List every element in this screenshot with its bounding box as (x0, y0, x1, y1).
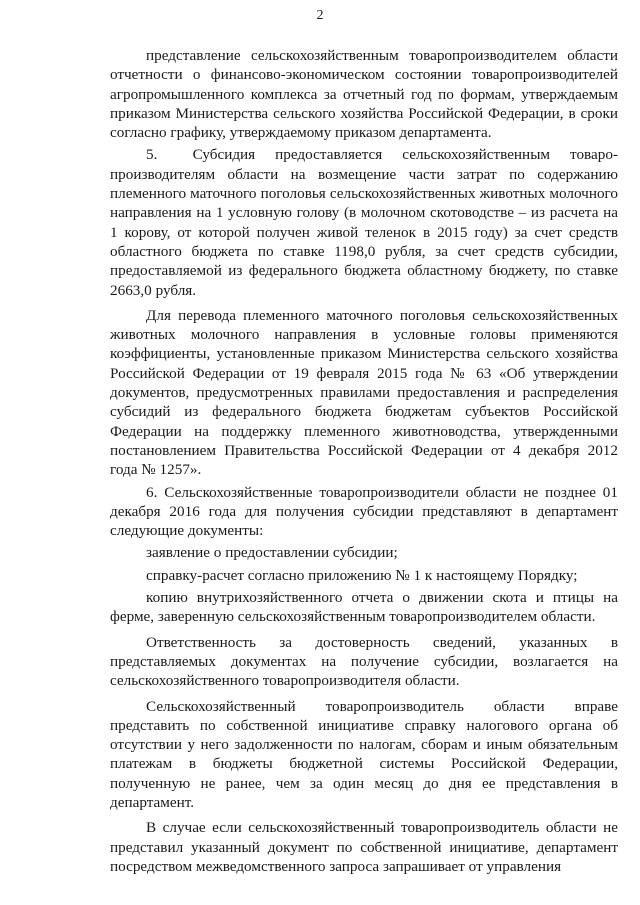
paragraph-responsibility: Ответственность за достоверность сведений, указанных в представляемых документах на получение субсидии, возлагается на сельскохозяйственного товаропроизводителя области. (110, 633, 618, 690)
page-number: 2 (316, 8, 324, 23)
document-list-item-application: заявление о предоставлении субсидии; (146, 544, 398, 562)
document-list-item-farm-report: копию внутрихозяйственного отчета о движении скота и птицы на ферме, заверенную сельскохозяйственным товаропроизводителем области. (110, 589, 618, 626)
paragraph-reporting: представление сельскохозяйственным товаропроизводителем области отчетности о финансово-экономическом состоянии товаропроизводителей агропромышленного комплекса за отчетный год по формам, утверждаемым приказом Министерства сельского хозяйства Российской Федерации, в сроки согласно графику, утверждаемому приказом департамента. (110, 47, 618, 142)
paragraph-tax-certificate: Сельскохозяйственный товаропроизводитель области вправе представить по собственной инициативе справку налогового органа об отсутствии у него задолженности по налогам, сборам и иным обязательным платежам в бюджеты бюджетной системы Российской Федерации, полученную не ранее, чем за один месяц до дня ее представления в департамент. (110, 697, 618, 811)
document-body (110, 46, 618, 876)
paragraph-conversion-coefficients: Для перевода племенного маточного поголовья сельскохозяйственных животных молочного направления в условные головы применяются коэффициенты, установленные приказом Министерства сельского хозяйства Российской Федерации от 19 февраля 2015 года № 63 «Об утверждении документов, предусмотренных правилами предоставления и распределения субсидий из федерального бюджета бюджетам субъектов Российской Федерации на поддержку племенного животноводства, утвержденными постановлением Правительства Российской Федерации от 4 декабря 2012 года № 1257». (110, 306, 618, 479)
paragraph-interagency-request: В случае если сельскохозяйственный товаропроизводитель области не представил указанный документ по собственной инициативе, департамент посредством межведомственного запроса запрашивает от управления (110, 819, 618, 875)
paragraph-item-6-documents: 6. Сельскохозяйственные товаропроизводители области не позднее 01 декабря 2016 года для получения субсидии представляют в департамент следующие документы: (110, 483, 618, 540)
document-list-item-calculation: справку-расчет согласно приложению № 1 к настоящему Порядку; (146, 566, 578, 584)
paragraph-item-5-subsidy-rate: 5. Субсидия предоставляется сельскохозяйственным товаро-производителям области на возмещение части затрат по содержанию племенного маточного поголовья сельскохозяйственных животных молочного направления на 1 условную голову (в молочном скотоводстве – из расчета на 1 корову, от которой получен живой теленок в 2015 году) за счет средств областного бюджета по ставке 1198,0 рубля, за счет средств субсидии, предоставляемой из федерального бюджета областному бюджету, по ставке 2663,0 рубля. (110, 146, 618, 299)
